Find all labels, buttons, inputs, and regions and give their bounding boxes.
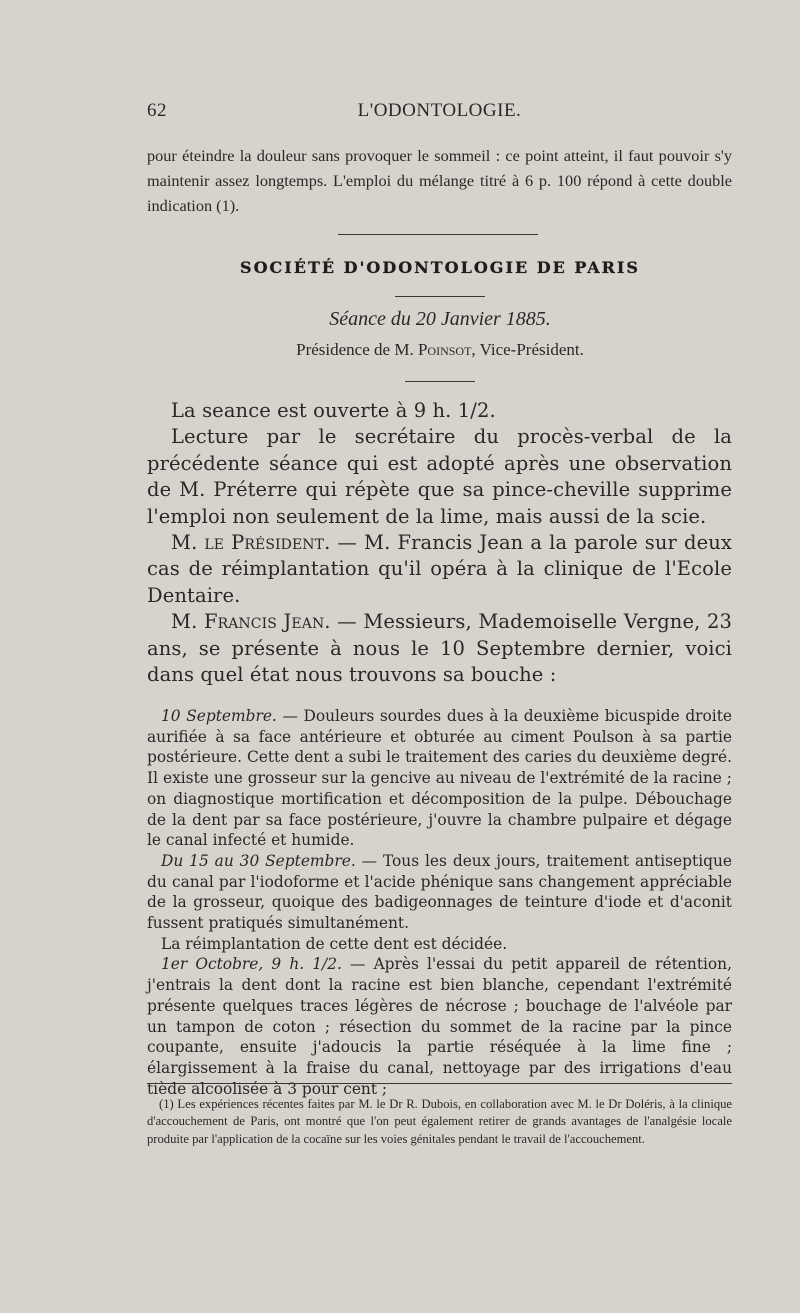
presidence-name: Poinsot: [417, 340, 472, 359]
case-entry: [147, 954, 732, 1099]
entry-text: — Tous les deux jours, traitement antiseptique du canal par l'iodoforme et l'acide phénique sans changement appréciable de la grosseur, quoique des badigeonnages de teinture d'iode et d'aconit fussent pratiqués simultanément.: [147, 851, 732, 933]
society-title: SOCIÉTÉ D'ODONTOLOGIE DE PARIS: [240, 258, 640, 277]
jean-paragraph: [147, 609, 732, 688]
entry-date: 10 Septembre.: [161, 707, 277, 725]
speaker-jean: M. Francis Jean.: [171, 610, 331, 634]
presidence-prefix: Présidence de M.: [296, 340, 418, 359]
case-entry: La réimplantation de cette dent est décidée.: [161, 934, 508, 953]
title-divider: [395, 296, 485, 297]
jean-text: — Messieurs, Mademoiselle Vergne, 23 ans, se présente à nous le 10 Septembre dernier, voici dans quel état nous trouvons sa bouche :: [147, 610, 732, 687]
page-number: 62: [147, 100, 167, 121]
footnote: [147, 1096, 732, 1148]
president-text: — M. Francis Jean a la parole sur deux cas de réimplantation qu'il opéra à la clinique de l'Ecole Dentaire.: [147, 531, 732, 607]
section-divider: [338, 234, 538, 235]
footnote-text: (1) Les expériences récentes faites par M. le Dr R. Dubois, en collaboration avec M. le Dr Doléris, à la clinique d'accouchement de Paris, ont montré que l'on peut également retirer de grands avantages de l'analgésie locale produite par l'application de la cocaïne sur les voies génitales pendant le travail de l'accouchement.: [147, 1097, 732, 1146]
running-title: L'ODONTOLOGIE.: [357, 100, 522, 121]
case-notes: [147, 706, 732, 1099]
speaker-president: M. le Président.: [171, 531, 331, 555]
footnote-divider: [147, 1083, 732, 1084]
reading-paragraph: Lecture par le secrétaire du procès-verbal de la précédente séance qui est adopté après une observation de M. Préterre qui répète que sa pince-cheville supprime l'emploi non seulement de la lime, mais aussi de la scie.: [147, 425, 732, 528]
entry-text: — Douleurs sourdes dues à la deuxième bicuspide droite aurifiée à sa face antérieure et obturée au ciment Poulson à sa partie postérieure. Cette dent a subi le traitement des caries du deuxième degré. Il existe une grosseur sur la gencive au niveau de l'extrémité de la racine ; on diagnostique mortification et décomposition de la pulpe. Débouchage de la dent par sa face postérieure, j'ouvre la chambre pulpaire et dégage le canal infecté et humide.: [147, 707, 733, 850]
entry-text: — Après l'essai du petit appareil de rétention, j'entrais la dent dont la racine est bien blanche, cependant l'extrémité présente quelques traces légères de nécrose ; bouchage de l'alvéole par un tampon de coton ; résection du sommet de la racine par la pince coupante, ensuite j'adoucis la partie réséquée à la lime fine ; élargissement à la fraise du canal, nettoyage par des irrigations d'eau tiède alcoolisée à 3 pour cent ;: [147, 955, 732, 1098]
president-paragraph: [147, 530, 732, 609]
subtitle-divider: [405, 381, 475, 382]
case-entry: [147, 706, 732, 851]
seance-date: Séance du 20 Janvier 1885.: [329, 308, 551, 330]
entry-date: Du 15 au 30 Septembre.: [161, 851, 356, 870]
case-entry: [147, 851, 732, 934]
entry-date: 1er Octobre, 9 h. 1/2.: [161, 955, 342, 974]
minutes-text: [147, 398, 732, 688]
opening-paragraph: La seance est ouverte à 9 h. 1/2.: [171, 399, 496, 422]
intro-text: [147, 143, 732, 218]
page-header: [147, 100, 732, 130]
presidence-suffix: , Vice-Président.: [471, 340, 584, 359]
intro-paragraph: pour éteindre la douleur sans provoquer le sommeil : ce point atteint, il faut pouvoir s'y maintenir assez longtemps. L'emploi du mélange titré à 6 p. 100 répond à cette double indication (1).: [147, 146, 732, 215]
presidence-line: [140, 340, 740, 360]
